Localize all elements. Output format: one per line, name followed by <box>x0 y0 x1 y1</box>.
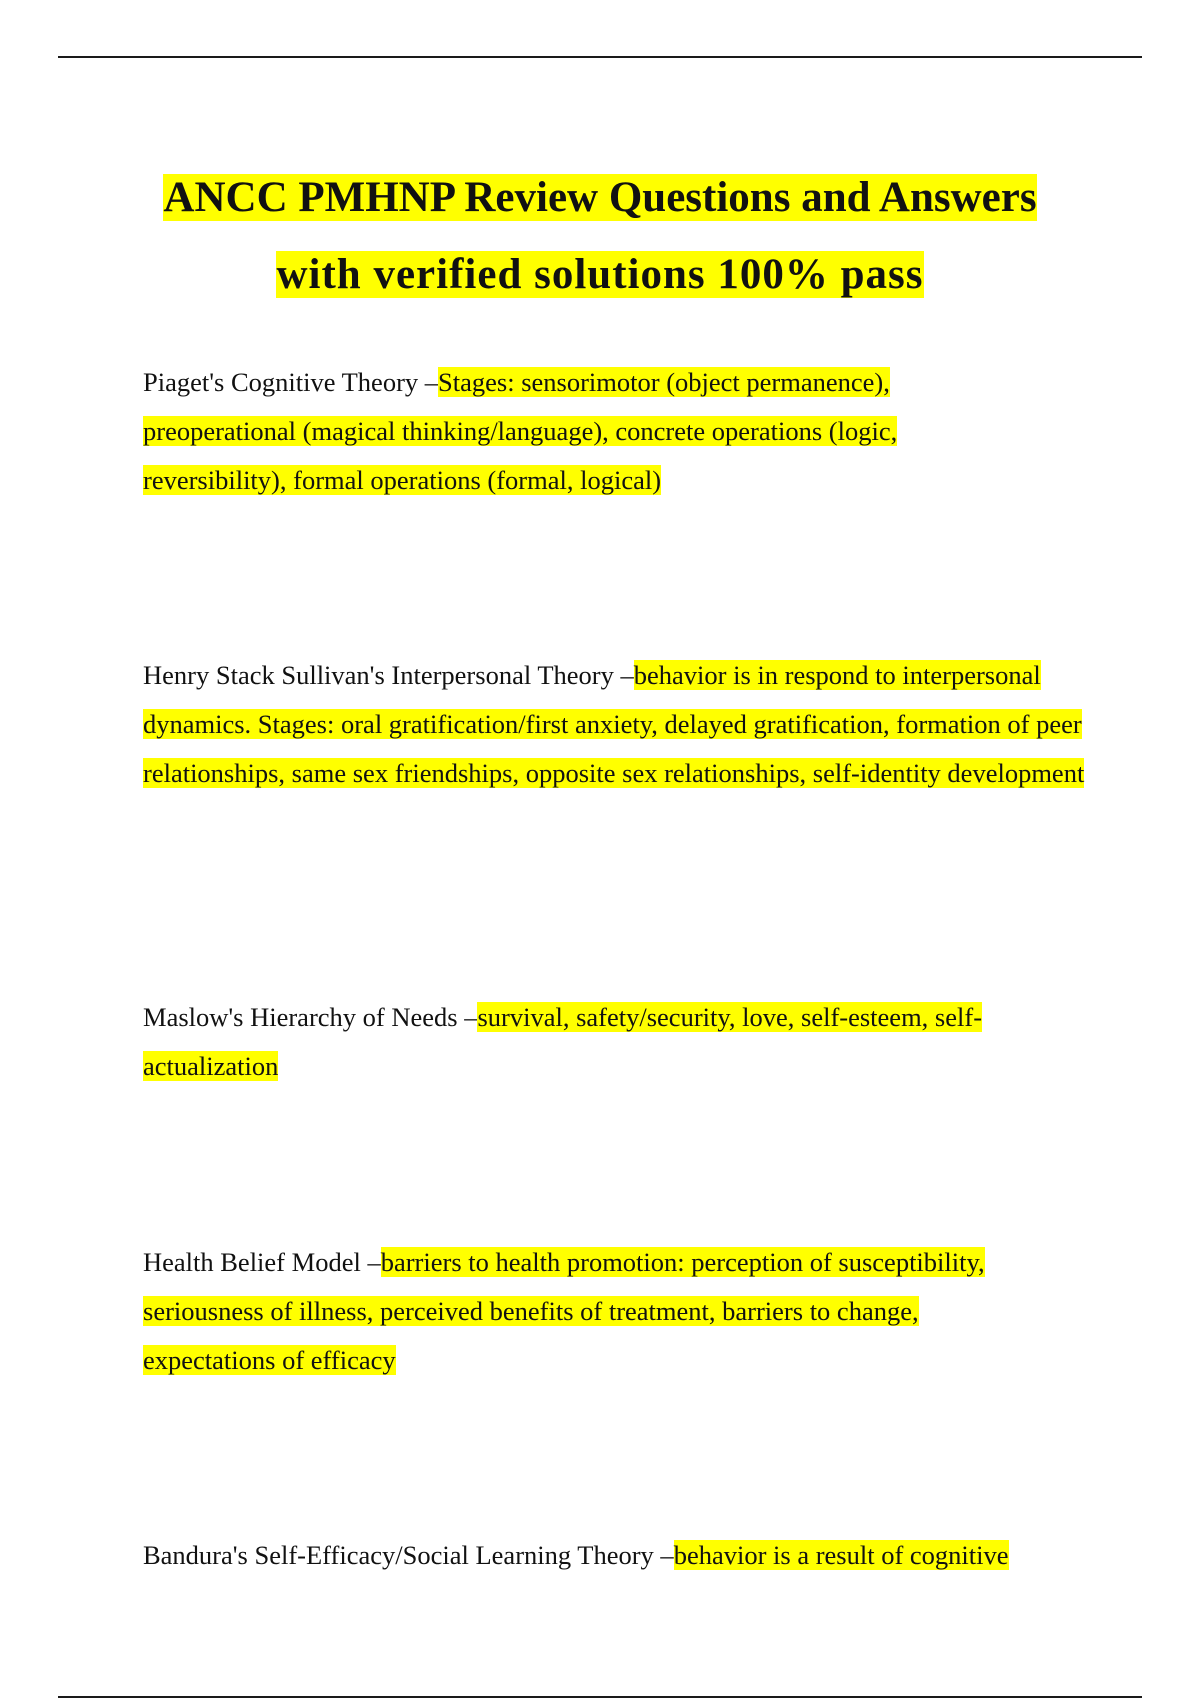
entry-definition: behavior is in respond to interpersonal dynamics. Stages: oral gratification/first anxiety, delayed gratification, formation of peer relationships, same sex friendships, opposite sex relationships, self-identity development <box>143 660 1085 788</box>
title-line-2: with verified solutions 100% pass <box>276 250 924 298</box>
entry-definition: behavior is a result of cognitive <box>673 1540 1009 1570</box>
title-line-1: ANCC PMHNP Review Questions and Answers <box>163 173 1037 221</box>
entry-term: Piaget's Cognitive Theory – <box>143 367 439 397</box>
entry-term: Health Belief Model – <box>143 1247 381 1277</box>
entry-health-belief-model <box>143 1238 1043 1385</box>
page-title <box>60 159 1140 313</box>
bottom-rule <box>58 1696 1142 1698</box>
entry-term: Bandura's Self-Efficacy/Social Learning Theory – <box>143 1540 674 1570</box>
entry-term: Maslow's Hierarchy of Needs – <box>143 1002 478 1032</box>
entry-maslow <box>143 993 1043 1091</box>
entry-bandura <box>143 1531 1143 1580</box>
entry-piaget <box>143 358 983 505</box>
entry-term: Henry Stack Sullivan's Interpersonal Theory – <box>143 660 634 690</box>
entry-definition: survival, safety/security, love, self-esteem, self-actualization <box>143 1002 983 1081</box>
entry-definition: barriers to health promotion: perception of susceptibility, seriousness of illness, perceived benefits of treatment, barriers to change, expectations of efficacy <box>143 1247 985 1375</box>
top-rule <box>58 56 1142 58</box>
entry-sullivan <box>143 651 1143 798</box>
entry-definition: Stages: sensorimotor (object permanence), preoperational (magical thinking/language), concrete operations (logic, reversibility), formal operations (formal, logical) <box>143 367 898 495</box>
